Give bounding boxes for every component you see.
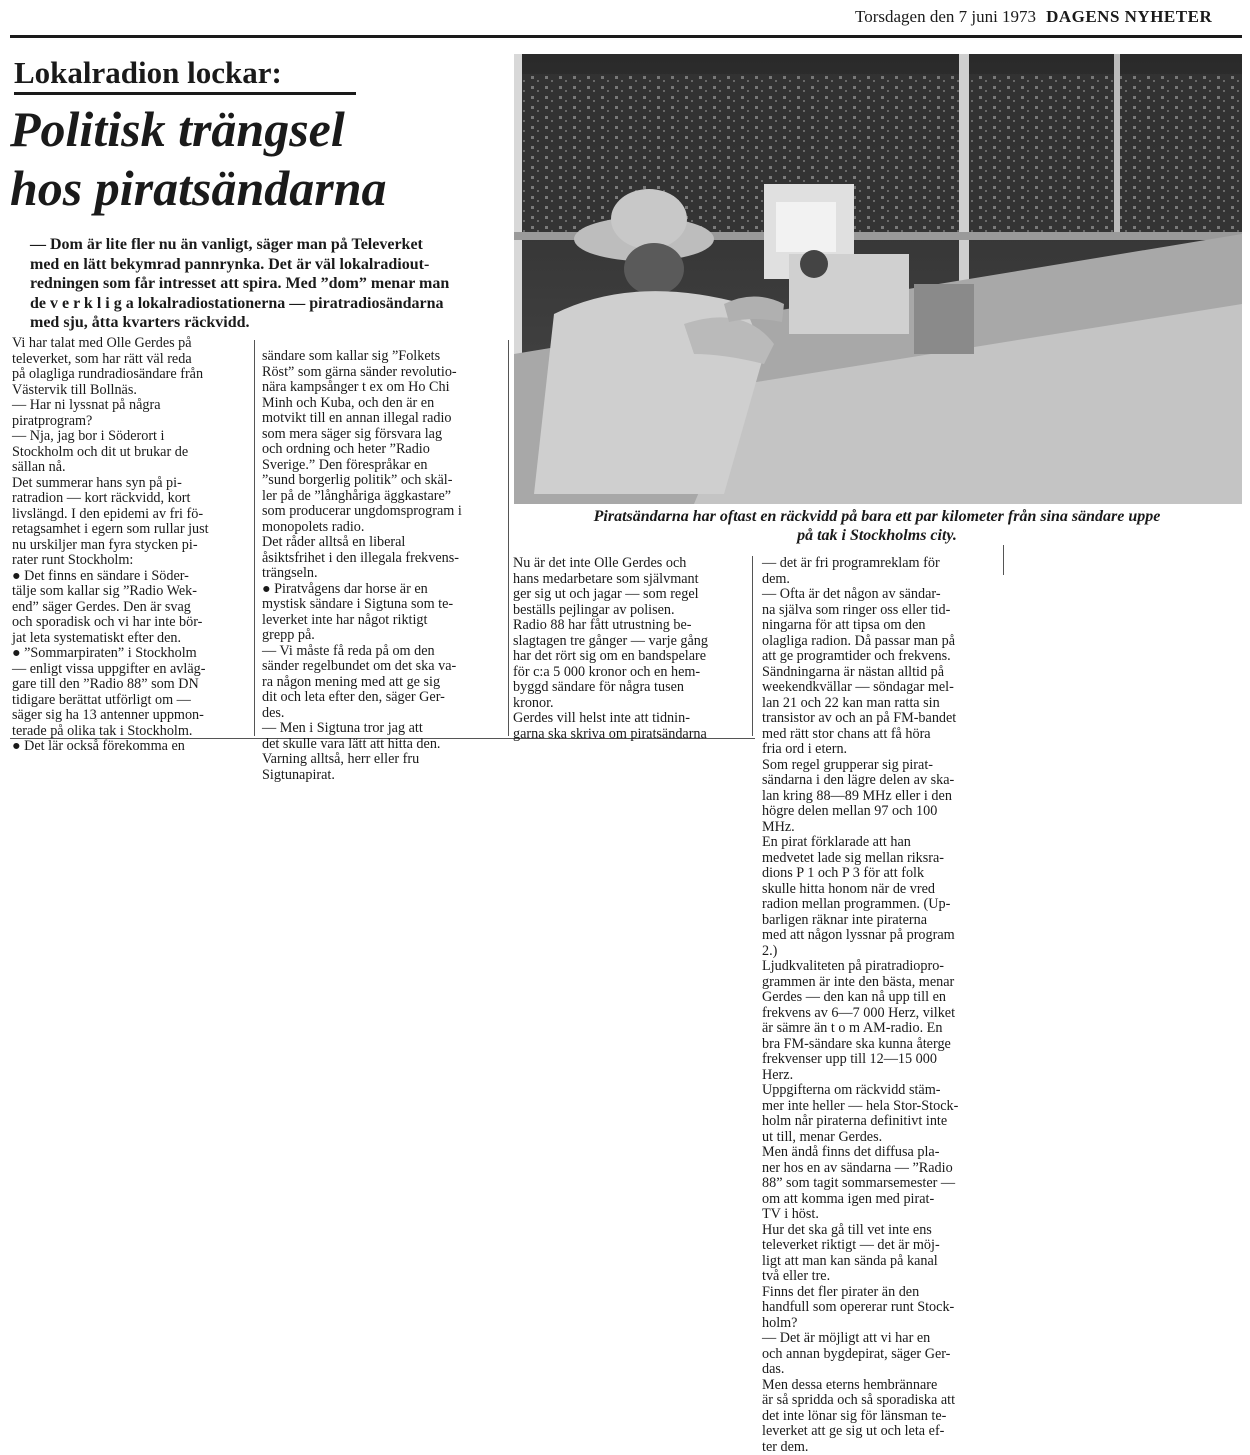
body-text-line: grammen är inte den bästa, menar [762,975,997,991]
body-text-line: nu urskiljer man fyra stycken pi- [12,538,247,554]
body-text-line: sänder regelbundet om det ska va- [262,659,505,675]
body-text-line: bra FM-sändare ska kunna återge [762,1037,997,1053]
caption-line: Piratsändarna har oftast en räckvidd på bara ett par kilometer från sina sändare uppe [512,507,1242,526]
body-text-line: om att komma igen med pirat- [762,1192,997,1208]
body-text-line: tidigare berättat utförligt om — [12,693,247,709]
lead-line: med en lätt bekymrad pannrynka. Det är väl lokalradiout- [30,255,505,275]
body-text-line: TV i höst. [762,1207,997,1223]
lead-line: — Dom är lite fler nu än vanligt, säger man på Televerket [30,235,505,255]
body-text-line: rater runt Stockholm: [12,553,247,569]
body-column-1 [12,336,247,736]
body-text-line: Varning alltså, herr eller fru [262,752,505,768]
kicker: Lokalradion lockar: [14,56,359,92]
body-text-line: motvikt till en annan illegal radio [262,411,505,427]
body-text-line: piratprogram? [12,414,247,430]
body-text-line: som mera säger sig försvara lag [262,427,505,443]
body-text-line: säger sig ha 13 antenner uppmon- [12,708,247,724]
body-text-line: 2.) [762,944,997,960]
body-text-line: beställs pejlingar av polisen. [513,603,743,619]
body-text-line: tälje som kallar sig ”Radio Wek- [12,584,247,600]
body-text-line: gare till den ”Radio 88” som DN [12,677,247,693]
body-column-3 [513,556,743,736]
body-text-line: mer inte heller — hela Stor-Stock- [762,1099,997,1115]
newspaper-name: DAGENS NYHETER [1046,7,1212,27]
body-text-line: Västervik till Bollnäs. [12,383,247,399]
body-text-line: barligen räknar inte piraterna [762,913,997,929]
body-text-line: nära kampsånger t ex om Ho Chi [262,380,505,396]
body-text-line: ter dem. [762,1440,997,1455]
body-text-line: Röst” som gärna sänder revolutio- [262,365,505,381]
body-text-line: och sporadisk och vi har inte bör- [12,615,247,631]
body-text-line: garna ska skriva om piratsändarna [513,727,743,743]
body-text-line: högre delen mellan 97 och 100 [762,804,997,820]
masthead [855,7,1240,31]
headline [10,100,510,230]
body-text-line: Herz. [762,1068,997,1084]
body-text-line: olagliga radion. Då passar man på [762,634,997,650]
body-text-line: medvetet lade sig mellan riksra- [762,851,997,867]
body-text-line: terade på olika tak i Stockholm. [12,724,247,740]
issue-date: Torsdagen den 7 juni 1973 [855,7,1036,27]
body-text-line: dions P 1 och P 3 för att folk [762,866,997,882]
body-text-line: sällan nå. [12,460,247,476]
headline-line: Politisk trängsel [10,100,510,159]
body-text-line: det skulle vara lätt att hitta den. [262,737,505,753]
body-text-line: Sverige.” Den förespråkar en [262,458,505,474]
body-text-line: två eller tre. [762,1269,997,1285]
body-text-line: Nu är det inte Olle Gerdes och [513,556,743,572]
body-column-4 [762,556,997,1406]
body-text-line: televerket, som har rätt väl reda [12,352,247,368]
kicker-rule [14,92,356,95]
body-text-line: ut till, menar Gerdes. [762,1130,997,1146]
body-text-line: Sändningarna är nästan alltid på [762,665,997,681]
body-text-line: byggd sändare för några tusen [513,680,743,696]
body-text-line: ner hos en av sändarna — ”Radio [762,1161,997,1177]
body-text-line: transistor av och an på FM-bandet [762,711,997,727]
body-text-line: — Men i Sigtuna tror jag att [262,721,505,737]
body-text-line: Stockholm och dit ut brukar de [12,445,247,461]
body-text-line: och ordning och heter ”Radio [262,442,505,458]
body-text-line: Men ändå finns det diffusa pla- [762,1145,997,1161]
body-text-line: slagtagen tre gånger — varje gång [513,634,743,650]
body-text-line: är så spridda och så sporadiska att [762,1393,997,1409]
body-text-line: frekvenser upp till 12—15 000 [762,1052,997,1068]
column-rule [508,340,509,736]
body-text-line: retagsamhet i egern som rullar just [12,522,247,538]
body-text-line: sändare som kallar sig ”Folkets [262,349,505,365]
body-text-line: handfull som opererar runt Stock- [762,1300,997,1316]
body-text-line: ● ”Sommarpiraten” i Stockholm [12,646,247,662]
body-text-line: des. [262,706,505,722]
column-rule [254,340,255,736]
body-text-line: ● Det finns en sändare i Söder- [12,569,247,585]
body-column-2 [262,349,505,735]
caption-line: på tak i Stockholms city. [512,526,1242,545]
body-text-line: Men dessa eterns hembrännare [762,1378,997,1394]
body-text-line: Sigtunapirat. [262,768,505,784]
body-text-line: — Har ni lyssnat på några [12,398,247,414]
body-text-line: — det är fri programreklam för [762,556,997,572]
body-text-line: Ljudkvaliteten på piratradiopro- [762,959,997,975]
column-rule [1003,545,1004,575]
article-photo [514,54,1242,504]
body-text-line: kronor. [513,696,743,712]
lead-paragraph [30,235,505,335]
body-text-line: Gerdes — den kan nå upp till en [762,990,997,1006]
body-text-line: har det rört sig om en bandspelare [513,649,743,665]
body-text-line: En pirat förklarade att han [762,835,997,851]
body-text-line: lan kring 88—89 MHz eller i den [762,789,997,805]
body-text-line: med att någon lyssnar på program [762,928,997,944]
body-text-line: ger sig ut och jagar — som regel [513,587,743,603]
body-text-line: radion mellan programmen. (Up- [762,897,997,913]
body-text-line: mystisk sändare i Sigtuna som te- [262,597,505,613]
body-text-line: monopolets radio. [262,520,505,536]
body-text-line: leverket att ge sig ut och leta ef- [762,1424,997,1440]
lead-line: de v e r k l i g a lokalradiostationerna — piratradiosändarna [30,294,505,314]
body-text-line: jat leta systematiskt efter den. [12,631,247,647]
body-text-line: — Vi måste få reda på om den [262,644,505,660]
body-text-line: dem. [762,572,997,588]
body-text-line: Gerdes vill helst inte att tidnin- [513,711,743,727]
body-text-line: grepp på. [262,628,505,644]
body-text-line: Radio 88 har fått utrustning be- [513,618,743,634]
body-text-line: sändarna i den lägre delen av ska- [762,773,997,789]
body-text-line: att ge programtider och frekvens. [762,649,997,665]
body-text-line: Som regel grupperar sig pirat- [762,758,997,774]
body-text-line: på olagliga rundradiosändare från [12,367,247,383]
body-text-line: leverket inte har något riktigt [262,613,505,629]
body-text-line: dit och leta efter den, säger Ger- [262,690,505,706]
headline-line: hos piratsändarna [10,159,510,218]
body-text-line: — enligt vissa uppgifter en avläg- [12,662,247,678]
body-text-line: frekvens av 6—7 000 Herz, vilket [762,1006,997,1022]
body-text-line: hans medarbetare som självmant [513,572,743,588]
body-text-line: för c:a 5 000 kronor och en hem- [513,665,743,681]
body-text-line: Vi har talat med Olle Gerdes på [12,336,247,352]
body-text-line: ratradion — kort räckvidd, kort [12,491,247,507]
body-text-line: weekendkvällar — söndagar mel- [762,680,997,696]
body-text-line: Finns det fler pirater än den [762,1285,997,1301]
body-text-line: — Nja, jag bor i Söderort i [12,429,247,445]
body-text-line: MHz. [762,820,997,836]
column-rule [752,556,753,736]
body-text-line: televerket riktigt — det är möj- [762,1238,997,1254]
body-text-line: trängseln. [262,566,505,582]
body-text-line: åsiktsfrihet i den illegala frekvens- [262,551,505,567]
photo-caption [512,507,1242,549]
body-text-line: ler på de ”långhåriga äggkastare” [262,489,505,505]
body-text-line: som producerar ungdomsprogram i [262,504,505,520]
masthead-rule [10,35,1242,38]
body-text-line: holm? [762,1316,997,1332]
body-text-line: end” säger Gerdes. Den är svag [12,600,247,616]
body-text-line: lan 21 och 22 kan man ratta sin [762,696,997,712]
body-text-line: Det råder alltså en liberal [262,535,505,551]
body-text-line: Hur det ska gå till vet inte ens [762,1223,997,1239]
body-text-line: — Det är möjligt att vi har en [762,1331,997,1347]
body-text-line: ● Piratvågens dar horse är en [262,582,505,598]
body-text-line: fria ord i etern. [762,742,997,758]
body-text-line: na själva som ringer oss eller tid- [762,603,997,619]
body-text-line: ligt att man kan sända på kanal [762,1254,997,1270]
body-text-line: skulle hitta honom när de vred [762,882,997,898]
body-text-line: ra någon mening med att ge sig [262,675,505,691]
photo-illustration [514,54,1242,504]
body-text-line: 88” som tagit sommarsemester — [762,1176,997,1192]
body-text-line: Minh och Kuba, och den är en [262,396,505,412]
body-text-line: livslängd. I den epidemi av fri fö- [12,507,247,523]
body-text-line: ningarna för att tipsa om den [762,618,997,634]
body-text-line: holm når piraterna definitivt inte [762,1114,997,1130]
body-text-line: ● Det lär också förekomma en [12,739,247,755]
body-text-line: Det summerar hans syn på pi- [12,476,247,492]
body-text-line: das. [762,1362,997,1378]
body-text-line: ”sund borgerlig politik” och skäl- [262,473,505,489]
body-text-line: — Ofta är det någon av sändar- [762,587,997,603]
body-text-line: är sämre än t o m AM-radio. En [762,1021,997,1037]
body-text-line: med rätt stor chans att få höra [762,727,997,743]
body-text-line: och annan bygdepirat, säger Ger- [762,1347,997,1363]
body-text-line: Uppgifterna om räckvidd stäm- [762,1083,997,1099]
body-text-line: det inte lönar sig för länsman te- [762,1409,997,1425]
lead-line: med sju, åtta kvarters räckvidd. [30,313,505,333]
lead-line: redningen som får intresset att spira. Med ”dom” menar man [30,274,505,294]
